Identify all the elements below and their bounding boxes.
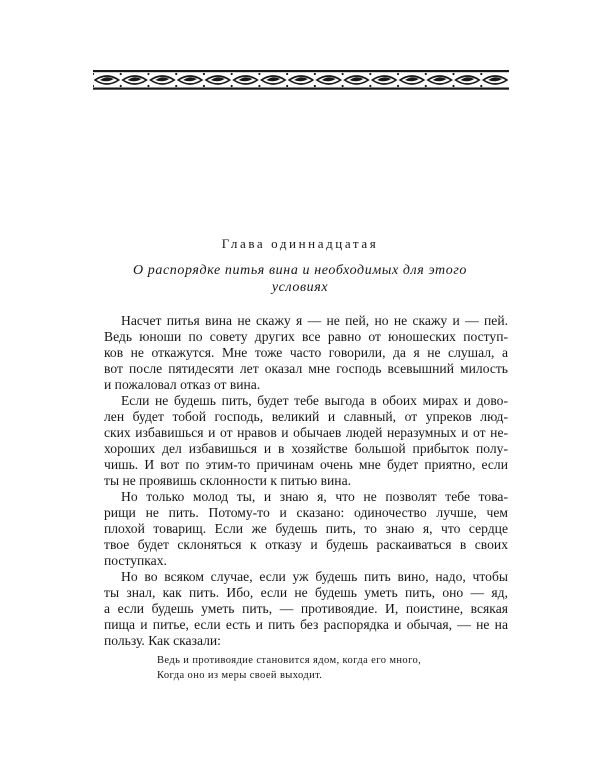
text-line: Насчет питья вина не скажу я — не пей, но не скажу и — пей. bbox=[121, 313, 508, 328]
body-text bbox=[104, 313, 508, 649]
text-line: вот после пятидесяти лет оказал мне господь всевышний милость bbox=[104, 361, 508, 376]
chapter-subtitle: О распорядке питья вина и необходимых для этого условиях bbox=[132, 263, 468, 295]
chapter-title: Глава одиннадцатая bbox=[221, 236, 379, 251]
text-line: хороших дел избавишься и в хозяйстве большой прибыток полу- bbox=[104, 441, 508, 456]
text-line: поступках. bbox=[104, 553, 167, 568]
text-line: пользу. Как сказали: bbox=[104, 633, 221, 648]
text-line: Но во всяком случае, если уж будешь пить вино, надо, чтобы bbox=[121, 569, 508, 584]
paragraph bbox=[104, 489, 508, 569]
verse-line: Когда оно из меры своей выходит. bbox=[157, 670, 323, 681]
text-line: и пожаловал отказ от вина. bbox=[104, 377, 261, 392]
ornamental-border bbox=[93, 69, 509, 91]
text-line: ты знал, как пить. Ибо, если не будешь уметь пить, оно — яд, bbox=[104, 585, 508, 600]
text-line: пища и питье, если есть и пить без распорядка и обычая, — не на bbox=[104, 617, 508, 632]
text-line: ков не откажутся. Мне тоже часто говорили, да я не слушал, а bbox=[104, 345, 508, 360]
verse-line: Ведь и противоядие становится ядом, когда его много, bbox=[157, 655, 422, 666]
text-line: чишь. И вот по этим-то причинам очень мне будет приятно, если bbox=[104, 457, 508, 472]
text-line: ских избавишься и от нравов и обычаев людей неразумных и от не- bbox=[104, 425, 508, 440]
paragraph bbox=[104, 313, 508, 393]
text-line: Если не будешь пить, будет тебе выгода в обоих мирах и дово- bbox=[121, 393, 508, 408]
text-line: ты не проявишь склонности к питью вина. bbox=[104, 473, 351, 488]
verse-quote bbox=[157, 653, 421, 683]
paragraph bbox=[104, 393, 508, 489]
text-line: лен будет тобой господь, великий и славный, от упреков люд- bbox=[104, 409, 508, 424]
paragraph bbox=[104, 569, 508, 649]
text-line: а если будешь уметь пить, — противоядие. И, поистине, всякая bbox=[104, 601, 508, 616]
text-line: рищи не пить. Потому-то и сказано: одиночество лучше, чем bbox=[104, 505, 508, 520]
text-line: Ведь юноши по совету других все равно от юношеских поступ- bbox=[104, 329, 508, 344]
text-line: твое будет склоняться к отказу и будешь раскаиваться в своих bbox=[104, 537, 508, 552]
text-line: плохой товарищ. Если же будешь пить, то знаю я, что сердце bbox=[104, 521, 508, 536]
text-line: Но только молод ты, и знаю я, что не позволят тебе това- bbox=[121, 489, 508, 504]
